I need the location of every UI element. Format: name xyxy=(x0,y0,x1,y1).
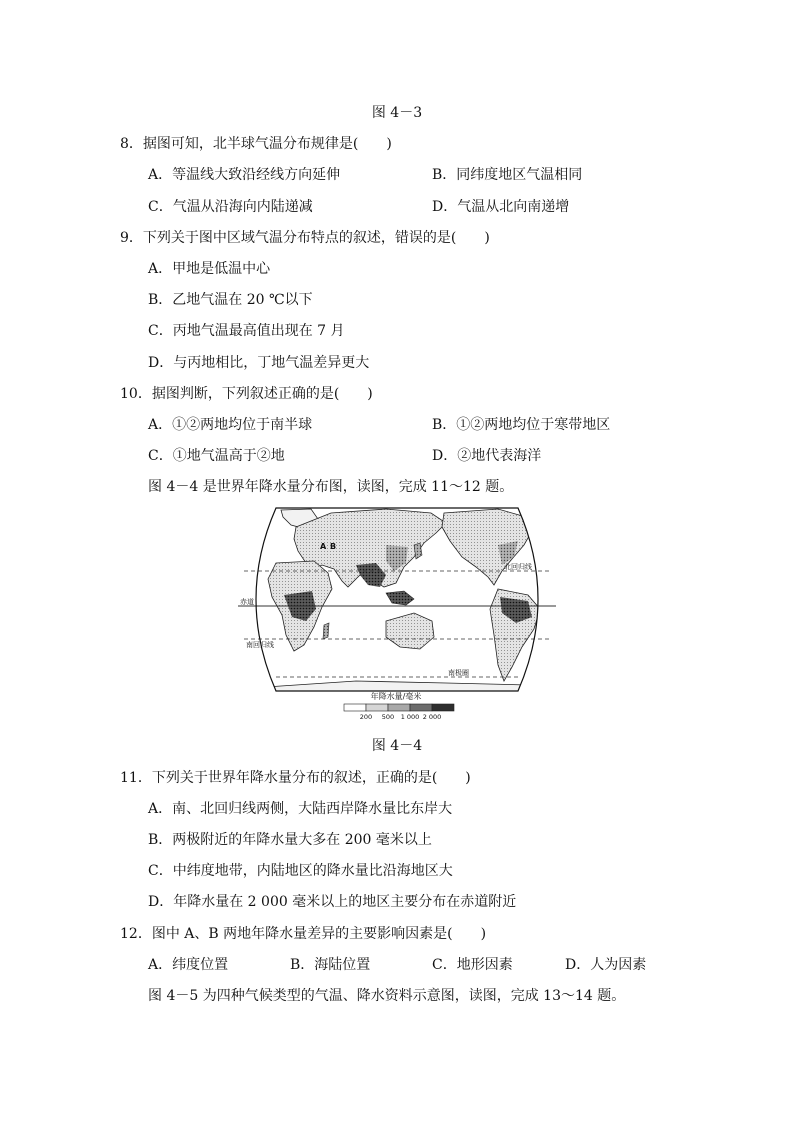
question-10-option-d: D．②地代表海洋 xyxy=(432,448,542,464)
legend-swatch xyxy=(344,704,366,711)
question-11-option-b: B．两极附近的年降水量大多在 200 毫米以上 xyxy=(148,832,432,848)
question-12-stem: 12．图中 A、B 两地年降水量差异的主要影响因素是( ) xyxy=(120,926,487,942)
question-10-option-a: A．①②两地均位于南半球 xyxy=(148,417,313,433)
world-precipitation-map xyxy=(236,505,558,725)
figure-4-4-intro: 图 4－4 是世界年降水量分布图，读图，完成 11～12 题。 xyxy=(148,479,514,495)
legend-tick-label: 2 000 xyxy=(422,713,442,721)
question-8-option-d: D．气温从北向南递增 xyxy=(432,199,570,215)
legend-tick-label: 1 000 xyxy=(400,713,420,721)
question-9-option-d: D．与丙地相比，丁地气温差异更大 xyxy=(148,355,370,371)
question-12-option-c: C．地形因素 xyxy=(432,957,513,973)
equator-label: 赤道 xyxy=(240,598,254,606)
question-9-stem: 9．下列关于图中区域气温分布特点的叙述，错误的是( ) xyxy=(120,230,490,246)
legend-tick-label: 200 xyxy=(359,713,373,721)
legend-swatch xyxy=(432,704,454,711)
figure-caption-4-3: 图 4－3 xyxy=(371,105,423,121)
legend-ticks xyxy=(360,713,442,721)
question-9-option-a: A．甲地是低温中心 xyxy=(148,261,271,277)
question-11-option-c: C．中纬度地带，内陆地区的降水量比沿海地区大 xyxy=(148,863,453,879)
question-9-option-c: C．丙地气温最高值出现在 7 月 xyxy=(148,323,345,339)
legend-swatch xyxy=(366,704,388,711)
point-b-label: B xyxy=(330,542,337,551)
point-a-label: A xyxy=(320,542,327,551)
question-11-stem: 11．下列关于世界年降水量分布的叙述，正确的是( ) xyxy=(120,770,471,786)
question-10-option-c: C．①地气温高于②地 xyxy=(148,448,285,464)
question-10-stem: 10．据图判断，下列叙述正确的是( ) xyxy=(120,386,373,402)
madagascar-island xyxy=(323,623,329,639)
legend-swatch xyxy=(388,704,410,711)
legend-title: 年降水量/毫米 xyxy=(370,692,422,701)
question-8-option-a: A．等温线大致沿经线方向延伸 xyxy=(148,167,341,183)
question-12-option-b: B．海陆位置 xyxy=(290,957,371,973)
north-tropic-label: 北回归线 xyxy=(504,563,532,571)
figure-caption-4-4: 图 4－4 xyxy=(371,738,423,754)
question-8-option-b: B．同纬度地区气温相同 xyxy=(432,167,583,183)
question-10-option-b: B．①②两地均位于寒带地区 xyxy=(432,417,611,433)
legend-tick-label: 500 xyxy=(381,713,395,721)
question-11-option-a: A．南、北回归线两侧，大陆西岸降水量比东岸大 xyxy=(148,801,453,817)
legend-swatches xyxy=(344,704,454,711)
question-9-option-b: B．乙地气温在 20 ℃以下 xyxy=(148,292,313,308)
question-12-option-a: A．纬度位置 xyxy=(148,957,229,973)
question-8-stem: 8．据图可知，北半球气温分布规律是( ) xyxy=(120,136,392,152)
question-8-option-c: C．气温从沿海向内陆递减 xyxy=(148,199,313,215)
antarctic-circle-label: 南极圈 xyxy=(448,669,469,677)
question-12-option-d: D．人为因素 xyxy=(565,957,647,973)
south-tropic-label: 南回归线 xyxy=(246,641,274,649)
figure-4-5-intro: 图 4－5 为四种气候类型的气温、降水资料示意图，读图，完成 13～14 题。 xyxy=(148,988,626,1004)
question-11-option-d: D．年降水量在 2 000 毫米以上的地区主要分布在赤道附近 xyxy=(148,894,517,910)
legend-swatch xyxy=(410,704,432,711)
